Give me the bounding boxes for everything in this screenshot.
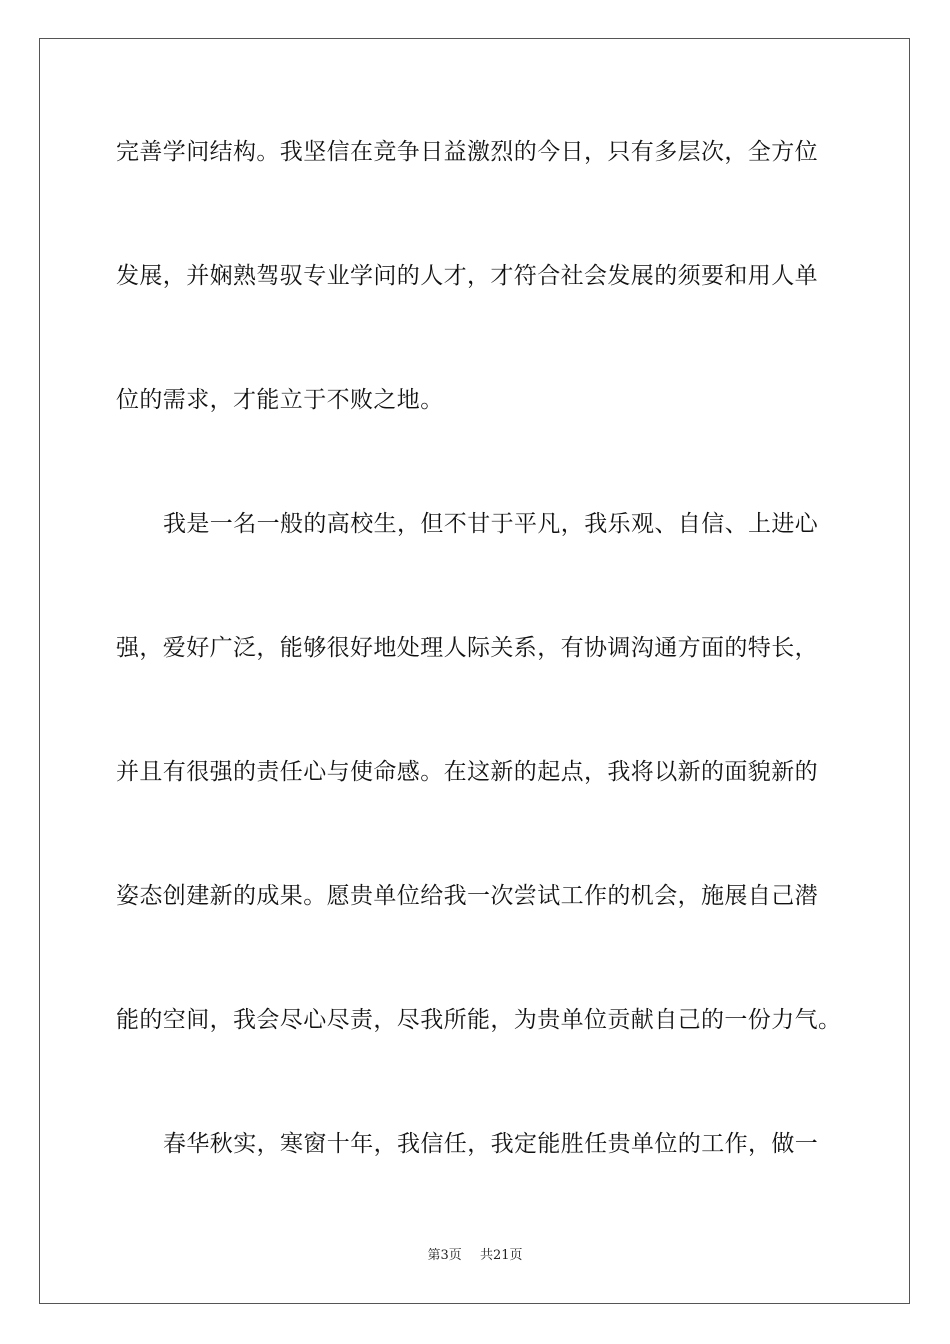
page-total: 共21页 — [479, 1248, 523, 1263]
page-footer — [0, 1247, 950, 1265]
text-line-7: 姿态创建新的成果。愿贵单位给我一次尝试工作的机会，施展自己潜 — [116, 883, 818, 909]
text-line-8: 能的空间，我会尽心尽责，尽我所能，为贵单位贡献自己的一份力气。 — [116, 1007, 842, 1033]
text-line-2: 发展，并娴熟驾驭专业学问的人才，才符合社会发展的须要和用人单 — [116, 263, 818, 289]
text-line-5: 强，爱好广泛，能够很好地处理人际关系，有协调沟通方面的特长， — [116, 635, 818, 661]
text-line-3: 位的需求，才能立于不败之地。 — [116, 387, 444, 413]
text-line-1: 完善学问结构。我坚信在竞争日益激烈的今日，只有多层次，全方位 — [116, 139, 818, 165]
text-line-9: 春华秋实，寒窗十年，我信任，我定能胜任贵单位的工作，做一 — [163, 1131, 819, 1157]
page-frame — [39, 38, 910, 1304]
page-number: 第3页 — [427, 1248, 462, 1263]
text-line-4: 我是一名一般的高校生，但不甘于平凡，我乐观、自信、上进心 — [163, 511, 819, 537]
text-line-6: 并且有很强的责任心与使命感。在这新的起点，我将以新的面貌新的 — [116, 759, 818, 785]
